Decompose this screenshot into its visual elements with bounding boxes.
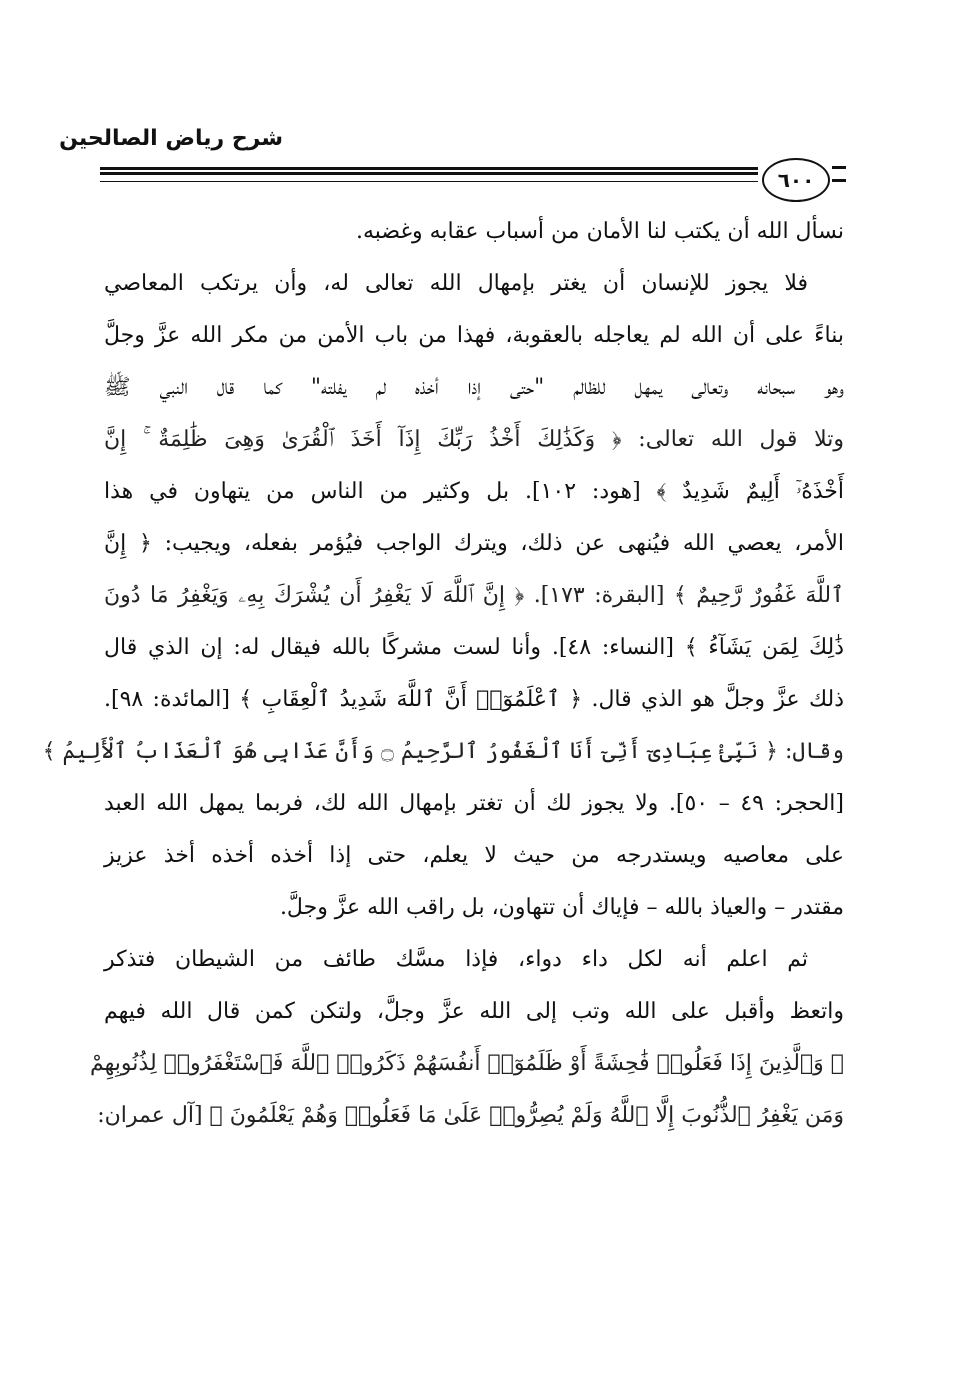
text-line: بناءً على أن الله لم يعاجله بالعقوبة، فهذا من باب الأمن من مكر الله عزَّ وجلَّ (104, 323, 844, 348)
text-line: ثم اعلم أنه لكل داء دواء، فإذا مسَّك طائف من الشيطان فتذكر (104, 947, 808, 972)
header-rule-double (100, 172, 758, 182)
text-line: الأمر، يعصي الله فيُنهى عن ذلك، ويترك الواجب فيُؤمر بفعله، ويجيب: ﴿ إِنَّ (104, 531, 844, 556)
text-line: وَمَن يَغْفِرُ ٱلذُّنُوبَ إِلَّا ٱللَّهُ وَلَمْ يُصِرُّوا۟ عَلَىٰ مَا فَعَلُوا۟ وَهُمْ يَعْلَمُونَ ﴾ [آل عمران: (97, 1103, 844, 1128)
text-line: أَخْذَهُۥٓ أَلِيمٌ شَدِيدٌ ﴾ [هود: ١٠٢]. بل وكثير من الناس من يتهاون في هذا (104, 479, 844, 504)
text-line: وتلا قول الله تعالى: ﴿ وَكَذَٰلِكَ أَخْذُ رَبِّكَ إِذَآ أَخَذَ ٱلْقُرَىٰ وَهِىَ ظَٰلِمَةٌ ۚ إِنَّ (104, 427, 844, 452)
text-line: ﴿ وَٱلَّذِينَ إِذَا فَعَلُوا۟ فَٰحِشَةً أَوْ ظَلَمُوٓا۟ أَنفُسَهُمْ ذَكَرُوا۟ ٱللَّهَ فَٱسْتَغْفَرُوا۟ لِذُنُوبِهِمْ (90, 1051, 844, 1076)
header-rule-thick (100, 167, 758, 170)
text-line: ذلك عزَّ وجلَّ هو الذي قال. ﴿ ٱعْلَمُوٓا۟ أَنَّ ٱللَّهَ شَدِيدُ ٱلْعِقَابِ ﴾ [المائدة: ٩٨]. (104, 687, 844, 712)
text-line: مقتدر – والعياذ بالله – فإياك أن تتهاون، بل راقب الله عزَّ وجلَّ. (279, 895, 844, 920)
body-text (42, 206, 844, 1142)
running-header-title: شرح رياض الصالحين (59, 126, 283, 151)
text-line: وقال: ﴿ نَبِّئْ عِبَادِىٓ أَنِّىٓ أَنَا ٱلْغَفُورُ ٱلرَّحِيمُ ۝ وَأَنَّ عَذَابِى هُوَ ٱلْعَذَابُ ٱلْأَلِيمُ ﴾ (42, 739, 844, 764)
text-line: وهو سبحانه وتعالى يمهل للظالم "حتى إذا أخذه لم يفلته" كما قال النبي ﷺ (104, 375, 844, 400)
text-line: واتعظ وأقبل على الله وتب إلى الله عزَّ وجلَّ، ولتكن كمن قال الله فيهم (104, 999, 844, 1024)
text-line: [الحجر: ٤٩ – ٥٠]. ولا يجوز لك أن تغتر بإمهال الله لك، فربما يمهل الله العبد (104, 791, 844, 816)
text-line: ٱللَّهَ غَفُورٌ رَّحِيمٌ ﴾ [البقرة: ١٧٣]. ﴿ إِنَّ ٱللَّهَ لَا يَغْفِرُ أَن يُشْرَكَ بِهِۦ وَيَغْفِرُ مَا دُونَ (104, 583, 844, 608)
text-line: نسأل الله أن يكتب لنا الأمان من أسباب عقابه وغضبه. (355, 219, 844, 244)
text-line: ذَٰلِكَ لِمَن يَشَآءُ ﴾ [النساء: ٤٨]. وأنا لست مشركًا بالله فيقال له: إن الذي قال (104, 635, 844, 660)
page-number-badge: ٦٠٠ (762, 158, 830, 202)
header-rule-end-mark (832, 166, 846, 182)
text-line: فلا يجوز للإنسان أن يغتر بإمهال الله تعالى له، وأن يرتكب المعاصي (104, 271, 808, 296)
text-line: على معاصيه ويستدرجه من حيث لا يعلم، حتى إذا أخذه أخذه أخذ عزيز (104, 843, 844, 868)
